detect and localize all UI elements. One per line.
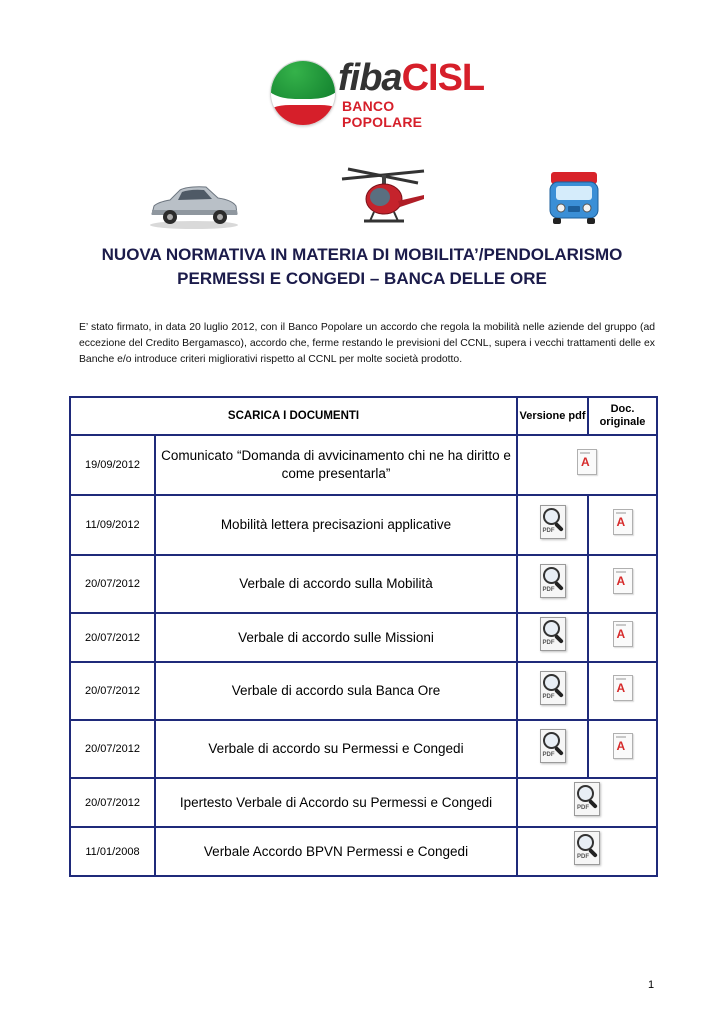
page-title	[0, 243, 724, 291]
row-description: Verbale di accordo su Permessi e Congedi	[155, 720, 517, 778]
pdf-file-icon[interactable]: A	[612, 675, 634, 703]
logo-emblem	[270, 60, 336, 126]
intro-paragraph: E’ stato firmato, in data 20 luglio 2012, con il Banco Popolare un accordo che regola la mobilità nelle aziende del gruppo (ad eccezione del Credito Bergamasco), accordo che, ferme restando le previsioni del CCNL, supera i vecchi trattamenti delle ex Banche e/o introduce criteri migliorativi rispetto al CCNL per molte società prodotto.	[79, 322, 655, 365]
title-line-1: NUOVA NORMATIVA IN MATERIA DI MOBILITA’/PENDOLARISMO	[101, 245, 623, 264]
download-cell	[517, 827, 657, 876]
pdf-file-icon[interactable]: A	[612, 621, 634, 649]
download-cell	[517, 778, 657, 827]
row-date: 11/09/2012	[70, 495, 155, 555]
pdf-preview-icon[interactable]: PDF	[571, 781, 603, 819]
table-row	[70, 435, 657, 495]
original-doc-cell	[588, 720, 657, 778]
header-original-doc: Doc. originale	[588, 397, 657, 435]
pdf-file-icon[interactable]: A	[612, 509, 634, 537]
table-header-row	[70, 397, 657, 435]
row-description: Verbale di accordo sulle Missioni	[155, 613, 517, 662]
table-row	[70, 495, 657, 555]
row-date: 19/09/2012	[70, 435, 155, 495]
row-description: Ipertesto Verbale di Accordo su Permessi e Congedi	[155, 778, 517, 827]
row-date: 20/07/2012	[70, 613, 155, 662]
row-date: 11/01/2008	[70, 827, 155, 876]
pdf-version-cell	[517, 662, 588, 720]
pdf-version-cell	[517, 555, 588, 613]
table-row	[70, 720, 657, 778]
row-date: 20/07/2012	[70, 778, 155, 827]
pdf-preview-icon[interactable]: PDF	[537, 563, 569, 601]
table-row	[70, 827, 657, 876]
logo-wordmark: fibaCISL	[338, 57, 485, 99]
row-date: 20/07/2012	[70, 662, 155, 720]
row-description: Comunicato “Domanda di avvicinamento chi ne ha diritto e come presentarla”	[155, 435, 517, 495]
pdf-version-cell	[517, 495, 588, 555]
row-date: 20/07/2012	[70, 720, 155, 778]
pdf-preview-icon[interactable]: PDF	[537, 670, 569, 708]
original-doc-cell	[588, 495, 657, 555]
download-cell	[517, 435, 657, 495]
row-date: 20/07/2012	[70, 555, 155, 613]
pdf-preview-icon[interactable]: PDF	[537, 616, 569, 654]
pdf-preview-icon[interactable]: PDF	[537, 728, 569, 766]
title-line-2: PERMESSI E CONGEDI – BANCA DELLE ORE	[177, 269, 547, 288]
header-download-documents: SCARICA I DOCUMENTI	[70, 397, 517, 435]
fibacisl-logo	[270, 57, 485, 130]
pdf-preview-icon[interactable]: PDF	[571, 830, 603, 868]
table-row	[70, 662, 657, 720]
row-description: Mobilità lettera precisazioni applicative	[155, 495, 517, 555]
header-pdf-version: Versione pdf	[517, 397, 588, 435]
pdf-preview-icon[interactable]: PDF	[537, 504, 569, 542]
documents-table	[69, 396, 658, 877]
table-row	[70, 555, 657, 613]
pdf-version-cell	[517, 613, 588, 662]
original-doc-cell	[588, 662, 657, 720]
row-description: Verbale di accordo sulla Mobilità	[155, 555, 517, 613]
truck-icon	[547, 170, 601, 226]
pdf-file-icon[interactable]: A	[612, 568, 634, 596]
original-doc-cell	[588, 555, 657, 613]
helicopter-icon	[338, 165, 430, 233]
page-number: 1	[648, 979, 655, 991]
pdf-file-icon[interactable]: A	[576, 449, 598, 477]
table-row	[70, 613, 657, 662]
logo-subtitle: BANCO POPOLARE	[342, 98, 423, 130]
pdf-version-cell	[517, 720, 588, 778]
row-description: Verbale Accordo BPVN Permessi e Congedi	[155, 827, 517, 876]
car-icon	[148, 180, 240, 230]
pdf-file-icon[interactable]: A	[612, 733, 634, 761]
row-description: Verbale di accordo sula Banca Ore	[155, 662, 517, 720]
original-doc-cell	[588, 613, 657, 662]
table-row	[70, 778, 657, 827]
